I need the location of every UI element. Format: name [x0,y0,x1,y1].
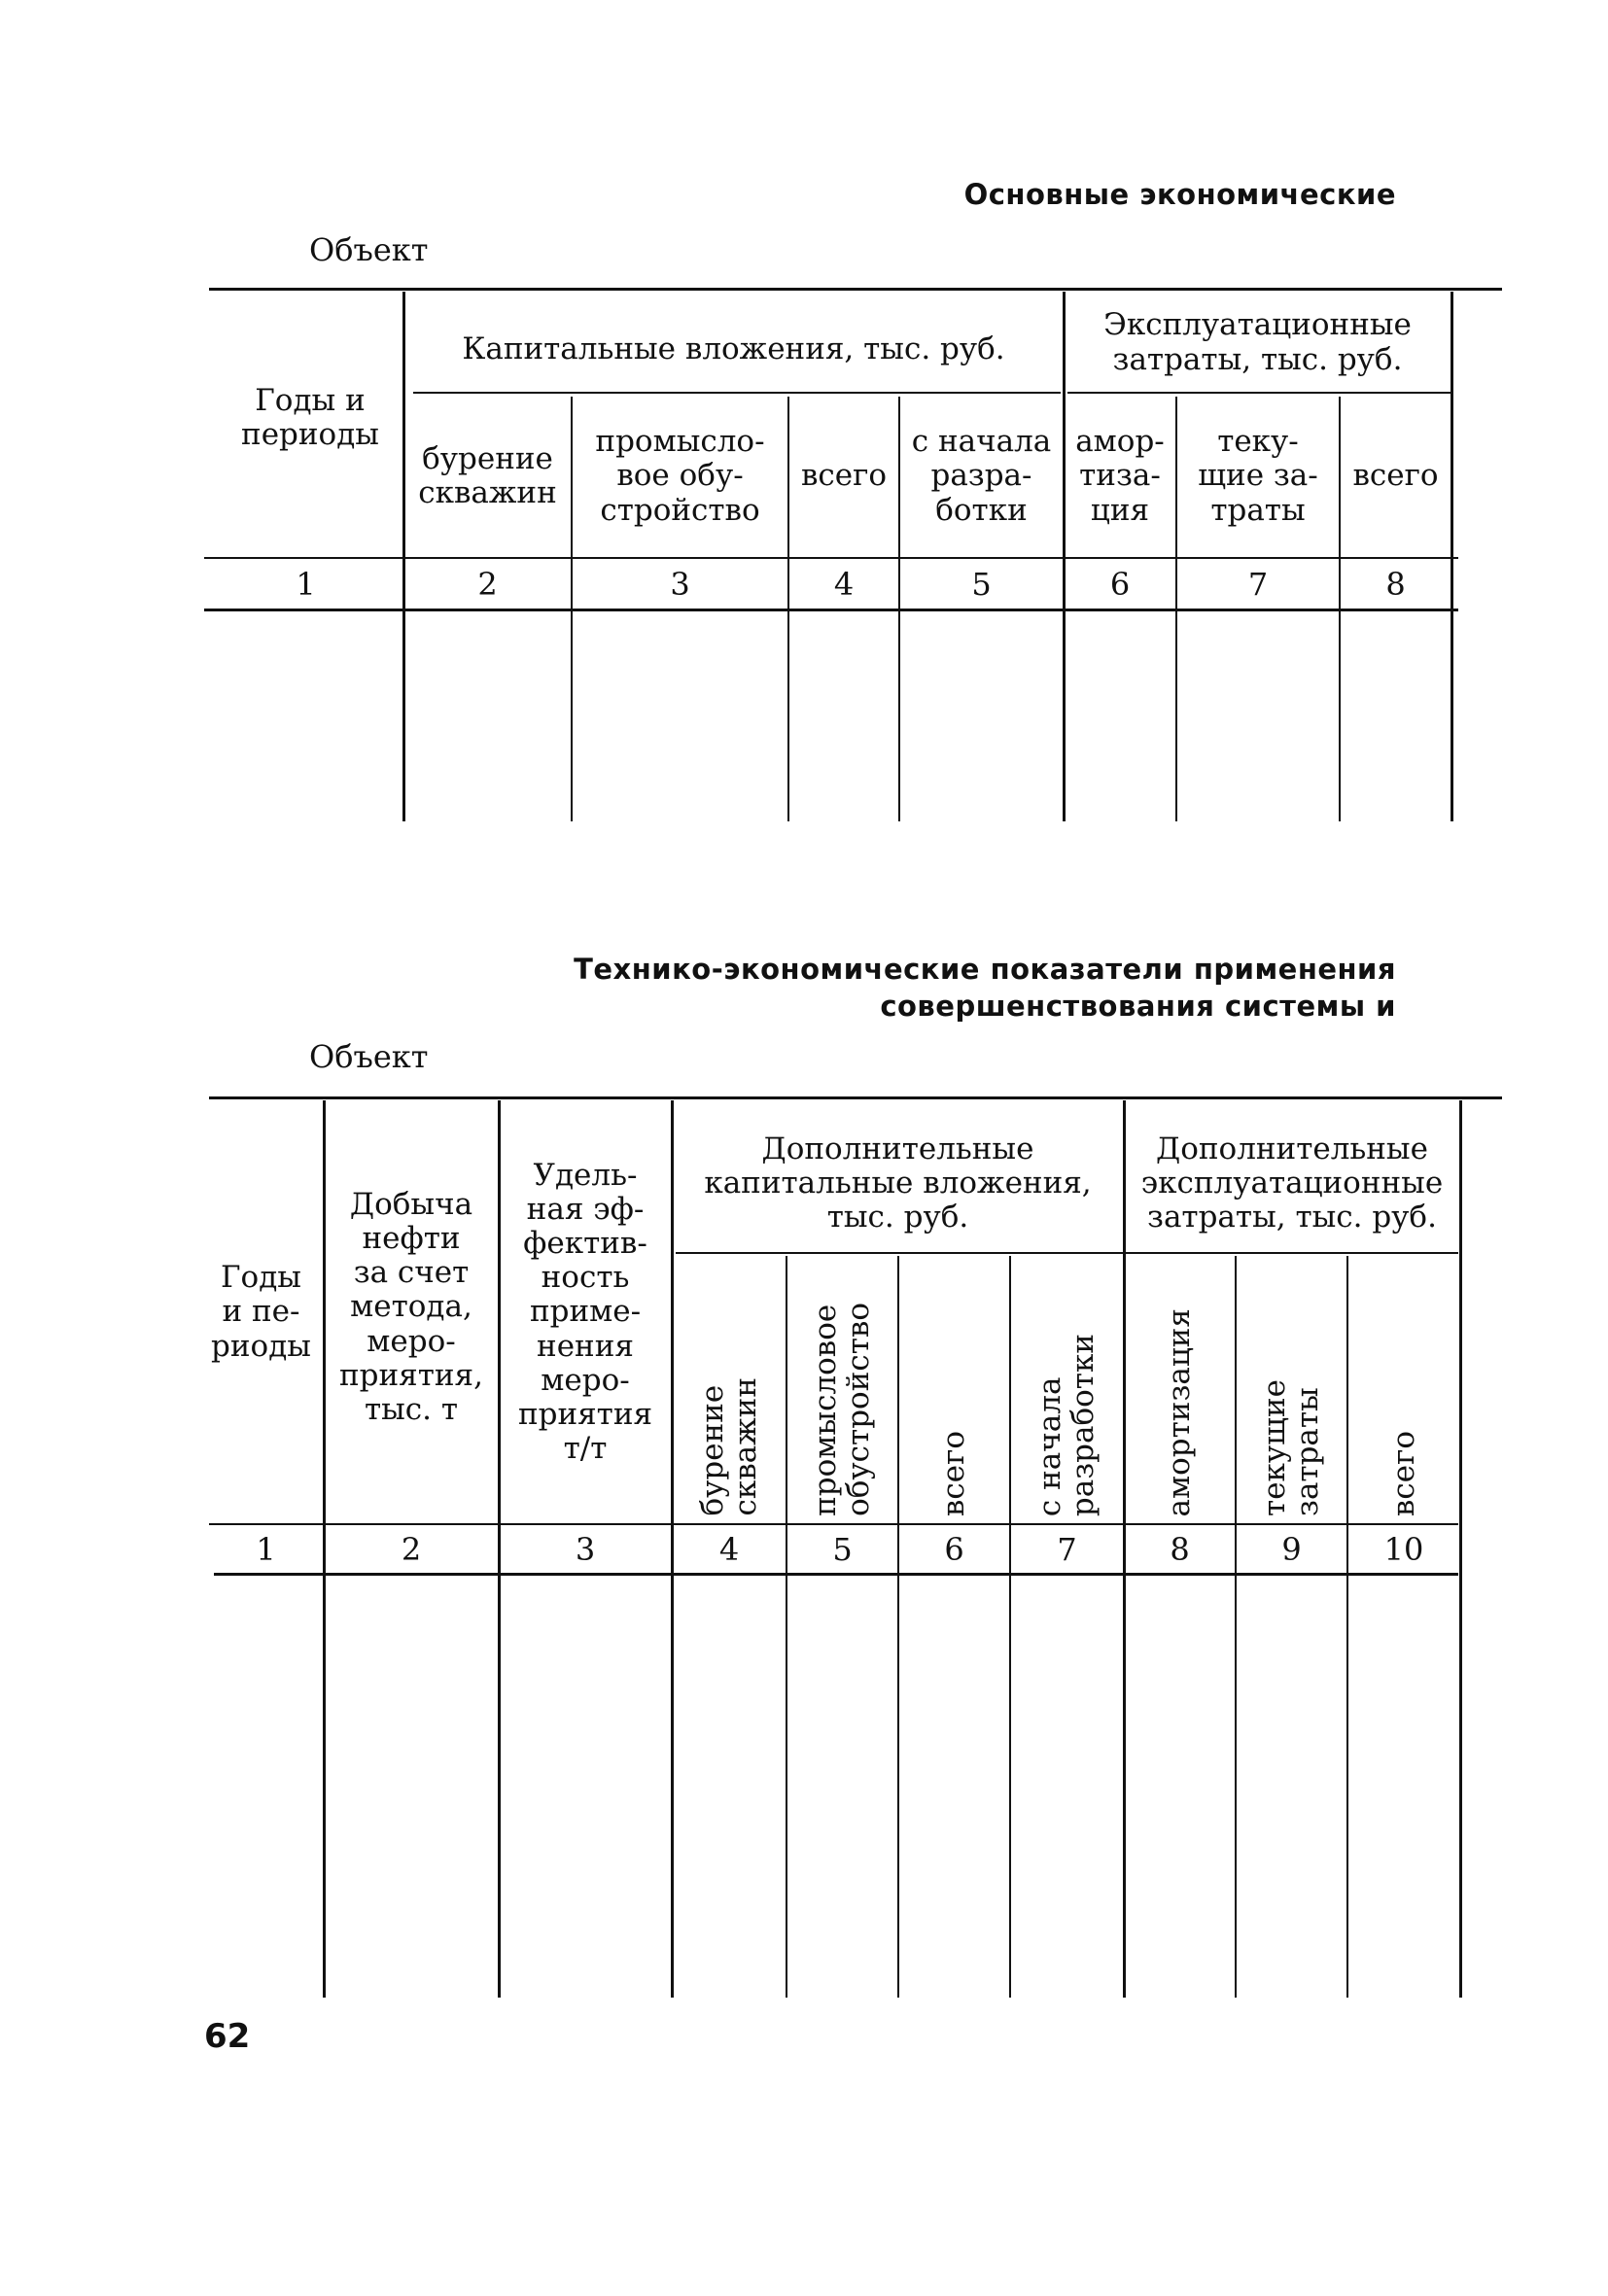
table1-sub-header: промысло- вое обу- стройство [595,424,765,528]
table1-group-capital: Капитальные вложения, тыс. руб. [462,331,1005,367]
table1-sub-header: амор- тиза- ция [1075,424,1165,528]
table2-heading-line2: совершенствования системы и [880,990,1396,1023]
table2-number-rule [214,1573,1458,1576]
table1-col-number: 6 [1109,565,1131,603]
table2-sub-header [1125,1259,1235,1516]
table2-heading-line1: Технико-экономические показатели применения [574,953,1396,986]
table2-top-rule [209,1096,1502,1099]
table1-sub-header: всего [1352,458,1439,494]
table2-sub-header-text: с начала разработки [1032,1333,1101,1516]
table2-capital-rule [676,1252,1128,1254]
table1-sub-header: всего [800,458,888,494]
table2-sub-header-text: всего [936,1430,972,1516]
table2-vline [1459,1100,1462,1998]
table2-sub-header [673,1259,786,1516]
table2-sub-header-text: промысловое обустройство [808,1303,877,1516]
table1-col-number: 5 [971,565,992,603]
table2-sub-header-text: всего [1385,1430,1421,1516]
table1-col-number: 4 [833,565,855,603]
table1-col-number: 2 [477,565,498,603]
table1-sub-header: с начала разра- ботки [911,424,1052,528]
table1-capital-rule [413,392,1061,394]
table2-sub-header [1237,1259,1346,1516]
table1-heading: Основные экономические [963,178,1396,211]
table2-col-number: 4 [718,1530,740,1568]
table2-col-number: 10 [1383,1530,1424,1568]
table2-operating-rule [1128,1252,1458,1254]
table2-col-number: 3 [575,1530,596,1568]
table2-header-rule [209,1523,1458,1525]
table2-col-number: 9 [1281,1530,1302,1568]
table2-col-number: 2 [401,1530,422,1568]
table1-col-number: 3 [670,565,690,603]
table2-group-operating: Дополнительные эксплуатационные затраты, тыс. руб. [1140,1131,1444,1235]
table1-group-operating: Эксплуатационные затраты, тыс. руб. [1103,307,1412,377]
table1-col-number: 1 [296,565,316,603]
table1-number-rule [204,609,1458,611]
table2-sub-header [1348,1259,1459,1516]
page-number: 62 [204,2017,251,2056]
table1-vline [1451,292,1453,821]
table2-sub-header-text: текущие затраты [1257,1379,1326,1516]
table2-group-capital: Дополнительные капитальные вложения, тыс. руб. [704,1131,1092,1235]
table1-col-number: 8 [1385,565,1406,603]
table2-col-number: 8 [1170,1530,1190,1568]
table2-sub-header [1011,1259,1123,1516]
table1-top-rule [209,288,1502,291]
table2-col-oil: Добыча нефти за счет метода, меро- приятия, тыс. т [339,1187,483,1427]
table1-operating-rule [1067,392,1451,394]
table2-sub-header-text: бурение скважин [694,1377,763,1516]
table1-header-rule [204,557,1458,559]
table2-col-efficiency: Удель- ная эф- фектив- ность приме- нения меро- приятия т/т [517,1158,653,1466]
table1-row-header: Годы и периоды [241,382,379,452]
table2-col-number: 6 [944,1530,964,1568]
table1-object-label: Объект [309,231,429,268]
table1-sub-header: теку- щие за- траты [1198,424,1318,528]
table2-object-label: Объект [309,1038,429,1075]
table1-sub-header: бурение скважин [418,440,557,510]
table2-sub-header [787,1259,897,1516]
table2-col-number: 5 [832,1530,853,1568]
table1-col-number: 7 [1247,565,1269,603]
table2-col-number: 7 [1057,1530,1077,1568]
table2-row-header: Годы и пе- риоды [211,1260,311,1364]
table2-sub-header-text: амортизация [1162,1307,1198,1516]
table2-col-number: 1 [256,1530,276,1568]
table2-sub-header [899,1259,1009,1516]
